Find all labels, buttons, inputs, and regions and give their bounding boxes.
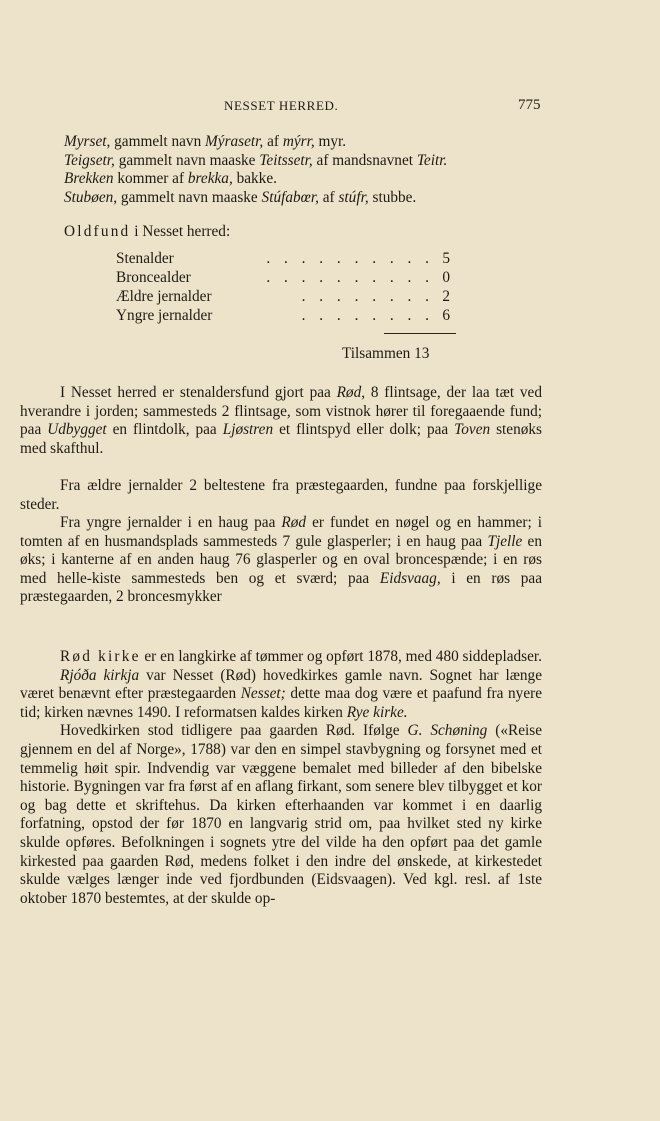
church-section: [20, 648, 542, 908]
table-row: Stenalder . . . . . . . . . . 5: [116, 250, 450, 267]
definition-myrset: Myrset, gammelt navn Mýrasetr, af mýrr, myr.: [64, 133, 347, 150]
definition-stuboen: Stubøen, gammelt navn maaske Stúfabœr, af stúfr, stubbe.: [64, 188, 417, 206]
running-head: [0, 98, 660, 118]
oldfund-heading: Oldfund i Nesset herred:: [64, 223, 231, 240]
running-head-title: NESSET HERRED.: [224, 98, 339, 113]
definition-teigsetr: Teigsetr, gammelt navn maaske Teitssetr, af mandsnavnet Teitr.: [64, 151, 448, 169]
oldfund-table: [116, 249, 460, 325]
paragraph-rod-kirke: Rød kirke er en langkirke af tømmer og opført 1878, med 480 siddepladser.: [60, 648, 543, 665]
table-row: Yngre jernalder . . . . . . . . 6: [116, 307, 450, 324]
table-row: Broncealder . . . . . . . . . . 0: [116, 269, 450, 286]
paragraph-rjoda-kirkja: Rjóða kirkja var Nesset (Rød) hovedkirkes gamle navn. Sognet har længe været benævnt efter præstegaarden Nesset; dette maa dog være et paafund fra nyere tid; kirken nævnes 1490. I reformatsen kaldes kirken Rye kirke.: [20, 666, 543, 721]
table-row: Ældre jernalder . . . . . . . . 2: [116, 288, 450, 305]
paragraph-stone-age: I Nesset herred er stenaldersfund gjort paa Rød, 8 flintsage, der laa tæt ved hverandre i jorden; sammesteds 2 flintsage, som vistnok hører til foregaaende fund; paa Udbygget en flintdolk, paa Ljøstren et flintspyd eller dolk; paa Toven stenøks med skafthul.: [20, 384, 542, 457]
paragraph-hovedkirken: Hovedkirken stod tidligere paa gaarden Rød. Ifølge G. Schøning («Reise gjennem en del af Norge», 1788) var den en simpel stavbygning og forsynet med et temmelig høit spir. Indvendig var væggene bemalet med billeder af den bibelske historie. Bygningen var fra først af en aflang firkant, som senere blev tilbygget et kor og bag dette et skriftehus. Da kirken efterhaanden var kommet i en daarlig forfatning, opstod der før 1870 en langvarig strid om, paa hvilket sted ny kirke skulde opføres. Befolkningen i sognets ytre del vilde ha den opført paa det gamle kirkested paa gaarden Rød, medens folket i den indre del ønskede, at kirkestedet skulde vælges længer inde ved fjordbunden (Eidsvaagen). Ved kgl. resl. af 1ste oktober 1870 bestemtes, at der skulde op-: [20, 722, 542, 907]
sum-rule: [384, 333, 456, 334]
page-number: 775: [518, 97, 541, 113]
paragraph-older-iron-age: Fra ældre jernalder 2 beltestene fra præstegaarden, fundne paa forskjellige steder.: [20, 477, 542, 513]
name-definitions: [64, 133, 520, 207]
oldfund-total: Tilsammen 13: [342, 345, 430, 362]
definition-brekken: Brekken kommer af brekka, bakke.: [64, 170, 277, 188]
paragraph-younger-iron-age: Fra yngre jernalder i en haug paa Rød er fundet en nøgel og en hammer; i tomten af en husmandsplads sammesteds 7 gule glasperler; i en haug paa Tjelle en øks; i kanterne af en anden haug 76 glasperler og en oval broncespænde; i en røs med helle-kiste sammesteds ben og et sværd; paa Eidsvaag, i en røs paa præstegaarden, 2 broncesmykker: [20, 514, 542, 606]
